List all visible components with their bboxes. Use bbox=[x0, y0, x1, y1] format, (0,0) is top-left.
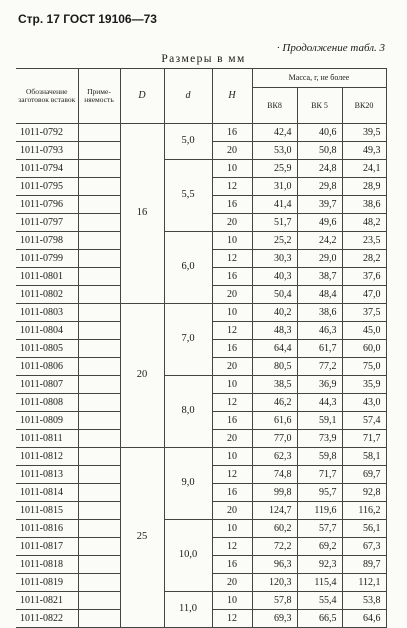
mass-vk8-cell: 74,8 bbox=[252, 466, 297, 484]
designation-cell: 1011-0811 bbox=[16, 430, 78, 448]
application-cell bbox=[78, 250, 120, 268]
header-H: H bbox=[212, 69, 252, 124]
header-grade-vk20: ВК20 bbox=[342, 88, 386, 124]
application-cell bbox=[78, 340, 120, 358]
mass-vk8-cell: 50,4 bbox=[252, 286, 297, 304]
designation-cell: 1011-0822 bbox=[16, 610, 78, 628]
mass-vk5-cell: 46,3 bbox=[297, 322, 342, 340]
designation-cell: 1011-0795 bbox=[16, 178, 78, 196]
H-cell: 12 bbox=[212, 394, 252, 412]
mass-vk5-cell: 61,7 bbox=[297, 340, 342, 358]
mass-vk5-cell: 38,6 bbox=[297, 304, 342, 322]
mass-vk20-cell: 71,7 bbox=[342, 430, 386, 448]
H-cell: 20 bbox=[212, 358, 252, 376]
mass-vk5-cell: 55,4 bbox=[297, 592, 342, 610]
mass-vk8-cell: 31,0 bbox=[252, 178, 297, 196]
H-cell: 16 bbox=[212, 340, 252, 358]
table-row bbox=[16, 592, 386, 610]
application-cell bbox=[78, 592, 120, 610]
mass-vk5-cell: 119,6 bbox=[297, 502, 342, 520]
d-group-cell: 7,0 bbox=[164, 304, 212, 376]
designation-cell: 1011-0796 bbox=[16, 196, 78, 214]
H-cell: 10 bbox=[212, 592, 252, 610]
mass-vk8-cell: 53,0 bbox=[252, 142, 297, 160]
mass-vk5-cell: 48,4 bbox=[297, 286, 342, 304]
mass-vk8-cell: 62,3 bbox=[252, 448, 297, 466]
application-cell bbox=[78, 556, 120, 574]
header-application: Приме- няемость bbox=[78, 69, 120, 124]
H-cell: 20 bbox=[212, 430, 252, 448]
H-cell: 16 bbox=[212, 412, 252, 430]
application-cell bbox=[78, 178, 120, 196]
mass-vk8-cell: 120,3 bbox=[252, 574, 297, 592]
mass-vk8-cell: 48,3 bbox=[252, 322, 297, 340]
application-cell bbox=[78, 394, 120, 412]
application-cell bbox=[78, 520, 120, 538]
designation-cell: 1011-0818 bbox=[16, 556, 78, 574]
application-cell bbox=[78, 268, 120, 286]
H-cell: 16 bbox=[212, 484, 252, 502]
mass-vk8-cell: 41,4 bbox=[252, 196, 297, 214]
D-group-cell: 16 bbox=[120, 124, 164, 304]
mass-vk5-cell: 29,0 bbox=[297, 250, 342, 268]
designation-cell: 1011-0799 bbox=[16, 250, 78, 268]
designation-cell: 1011-0808 bbox=[16, 394, 78, 412]
mass-vk5-cell: 40,6 bbox=[297, 124, 342, 142]
mass-vk5-cell: 69,2 bbox=[297, 538, 342, 556]
table-row bbox=[16, 448, 386, 466]
mass-vk5-cell: 77,2 bbox=[297, 358, 342, 376]
designation-cell: 1011-0813 bbox=[16, 466, 78, 484]
designation-cell: 1011-0807 bbox=[16, 376, 78, 394]
mass-vk20-cell: 60,0 bbox=[342, 340, 386, 358]
mass-vk5-cell: 38,7 bbox=[297, 268, 342, 286]
application-cell bbox=[78, 484, 120, 502]
application-cell bbox=[78, 610, 120, 628]
designation-cell: 1011-0815 bbox=[16, 502, 78, 520]
application-cell bbox=[78, 502, 120, 520]
H-cell: 16 bbox=[212, 196, 252, 214]
mass-vk8-cell: 69,3 bbox=[252, 610, 297, 628]
table-continuation-note: · Продолжение табл. 3 bbox=[276, 42, 385, 54]
application-cell bbox=[78, 358, 120, 376]
mass-vk20-cell: 75,0 bbox=[342, 358, 386, 376]
mass-vk20-cell: 47,0 bbox=[342, 286, 386, 304]
designation-cell: 1011-0819 bbox=[16, 574, 78, 592]
H-cell: 10 bbox=[212, 520, 252, 538]
mass-vk20-cell: 24,1 bbox=[342, 160, 386, 178]
mass-vk5-cell: 71,7 bbox=[297, 466, 342, 484]
table-row bbox=[16, 124, 386, 142]
mass-vk8-cell: 30,3 bbox=[252, 250, 297, 268]
application-cell bbox=[78, 448, 120, 466]
mass-vk20-cell: 35,9 bbox=[342, 376, 386, 394]
mass-vk8-cell: 80,5 bbox=[252, 358, 297, 376]
designation-cell: 1011-0814 bbox=[16, 484, 78, 502]
H-cell: 12 bbox=[212, 250, 252, 268]
designation-cell: 1011-0817 bbox=[16, 538, 78, 556]
mass-vk20-cell: 56,1 bbox=[342, 520, 386, 538]
application-cell bbox=[78, 214, 120, 232]
application-cell bbox=[78, 538, 120, 556]
mass-vk5-cell: 44,3 bbox=[297, 394, 342, 412]
mass-vk20-cell: 49,3 bbox=[342, 142, 386, 160]
mass-vk8-cell: 42,4 bbox=[252, 124, 297, 142]
designation-cell: 1011-0793 bbox=[16, 142, 78, 160]
application-cell bbox=[78, 376, 120, 394]
mass-vk8-cell: 96,3 bbox=[252, 556, 297, 574]
designation-cell: 1011-0792 bbox=[16, 124, 78, 142]
mass-vk5-cell: 50,8 bbox=[297, 142, 342, 160]
mass-vk8-cell: 72,2 bbox=[252, 538, 297, 556]
mass-vk8-cell: 124,7 bbox=[252, 502, 297, 520]
header-d: d bbox=[164, 69, 212, 124]
header-grade-vk8: ВК8 bbox=[252, 88, 297, 124]
mass-vk5-cell: 57,7 bbox=[297, 520, 342, 538]
mass-vk8-cell: 57,8 bbox=[252, 592, 297, 610]
H-cell: 12 bbox=[212, 178, 252, 196]
H-cell: 16 bbox=[212, 268, 252, 286]
H-cell: 12 bbox=[212, 538, 252, 556]
mass-vk8-cell: 25,2 bbox=[252, 232, 297, 250]
mass-vk20-cell: 58,1 bbox=[342, 448, 386, 466]
mass-vk20-cell: 48,2 bbox=[342, 214, 386, 232]
application-cell bbox=[78, 466, 120, 484]
header-grade-vk5: ВК 5 bbox=[297, 88, 342, 124]
designation-cell: 1011-0806 bbox=[16, 358, 78, 376]
mass-vk20-cell: 23,5 bbox=[342, 232, 386, 250]
mass-vk5-cell: 29,8 bbox=[297, 178, 342, 196]
mass-vk5-cell: 73,9 bbox=[297, 430, 342, 448]
application-cell bbox=[78, 142, 120, 160]
application-cell bbox=[78, 412, 120, 430]
mass-vk5-cell: 59,1 bbox=[297, 412, 342, 430]
application-cell bbox=[78, 322, 120, 340]
table-row bbox=[16, 232, 386, 250]
mass-vk20-cell: 53,8 bbox=[342, 592, 386, 610]
table-body bbox=[16, 124, 386, 628]
H-cell: 20 bbox=[212, 214, 252, 232]
mass-vk8-cell: 61,6 bbox=[252, 412, 297, 430]
d-group-cell: 5,0 bbox=[164, 124, 212, 160]
H-cell: 12 bbox=[212, 322, 252, 340]
mass-vk8-cell: 60,2 bbox=[252, 520, 297, 538]
H-cell: 10 bbox=[212, 376, 252, 394]
mass-vk5-cell: 36,9 bbox=[297, 376, 342, 394]
D-group-cell: 25 bbox=[120, 448, 164, 628]
application-cell bbox=[78, 160, 120, 178]
mass-vk5-cell: 24,2 bbox=[297, 232, 342, 250]
mass-vk20-cell: 38,6 bbox=[342, 196, 386, 214]
mass-vk8-cell: 99,8 bbox=[252, 484, 297, 502]
application-cell bbox=[78, 232, 120, 250]
application-cell bbox=[78, 286, 120, 304]
H-cell: 12 bbox=[212, 610, 252, 628]
header-designation: Обозначение заготовок вставок bbox=[16, 69, 78, 124]
H-cell: 16 bbox=[212, 556, 252, 574]
dimensions-caption: Размеры в мм bbox=[161, 53, 246, 65]
H-cell: 10 bbox=[212, 160, 252, 178]
mass-vk20-cell: 64,6 bbox=[342, 610, 386, 628]
H-cell: 10 bbox=[212, 232, 252, 250]
mass-vk8-cell: 46,2 bbox=[252, 394, 297, 412]
H-cell: 20 bbox=[212, 142, 252, 160]
table-row bbox=[16, 520, 386, 538]
designation-cell: 1011-0801 bbox=[16, 268, 78, 286]
designation-cell: 1011-0821 bbox=[16, 592, 78, 610]
header-mass: Масса, г, не более bbox=[252, 69, 386, 88]
mass-vk5-cell: 59,8 bbox=[297, 448, 342, 466]
H-cell: 16 bbox=[212, 124, 252, 142]
mass-vk8-cell: 51,7 bbox=[252, 214, 297, 232]
designation-cell: 1011-0816 bbox=[16, 520, 78, 538]
d-group-cell: 8,0 bbox=[164, 376, 212, 448]
mass-vk20-cell: 112,1 bbox=[342, 574, 386, 592]
application-cell bbox=[78, 196, 120, 214]
mass-vk5-cell: 49,6 bbox=[297, 214, 342, 232]
H-cell: 20 bbox=[212, 286, 252, 304]
table-row bbox=[16, 304, 386, 322]
mass-vk5-cell: 95,7 bbox=[297, 484, 342, 502]
mass-vk5-cell: 66,5 bbox=[297, 610, 342, 628]
application-cell bbox=[78, 304, 120, 322]
mass-vk20-cell: 92,8 bbox=[342, 484, 386, 502]
mass-vk20-cell: 67,3 bbox=[342, 538, 386, 556]
d-group-cell: 5,5 bbox=[164, 160, 212, 232]
application-cell bbox=[78, 574, 120, 592]
table-row bbox=[16, 376, 386, 394]
page-title: Стр. 17 ГОСТ 19106—73 bbox=[18, 12, 157, 26]
designation-cell: 1011-0802 bbox=[16, 286, 78, 304]
mass-vk20-cell: 39,5 bbox=[342, 124, 386, 142]
mass-vk20-cell: 69,7 bbox=[342, 466, 386, 484]
mass-vk20-cell: 43,0 bbox=[342, 394, 386, 412]
mass-vk8-cell: 40,3 bbox=[252, 268, 297, 286]
mass-vk20-cell: 37,5 bbox=[342, 304, 386, 322]
mass-vk20-cell: 57,4 bbox=[342, 412, 386, 430]
mass-vk8-cell: 25,9 bbox=[252, 160, 297, 178]
table-row bbox=[16, 160, 386, 178]
d-group-cell: 6,0 bbox=[164, 232, 212, 304]
mass-vk5-cell: 39,7 bbox=[297, 196, 342, 214]
mass-vk20-cell: 28,9 bbox=[342, 178, 386, 196]
designation-cell: 1011-0804 bbox=[16, 322, 78, 340]
d-group-cell: 10,0 bbox=[164, 520, 212, 592]
mass-vk20-cell: 37,6 bbox=[342, 268, 386, 286]
designation-cell: 1011-0794 bbox=[16, 160, 78, 178]
designation-cell: 1011-0809 bbox=[16, 412, 78, 430]
mass-vk20-cell: 45,0 bbox=[342, 322, 386, 340]
designation-cell: 1011-0812 bbox=[16, 448, 78, 466]
designation-cell: 1011-0797 bbox=[16, 214, 78, 232]
application-cell bbox=[78, 124, 120, 142]
H-cell: 12 bbox=[212, 466, 252, 484]
mass-vk5-cell: 24,8 bbox=[297, 160, 342, 178]
header-D: D bbox=[120, 69, 164, 124]
application-cell bbox=[78, 430, 120, 448]
mass-vk8-cell: 38,5 bbox=[252, 376, 297, 394]
designation-cell: 1011-0798 bbox=[16, 232, 78, 250]
mass-vk5-cell: 115,4 bbox=[297, 574, 342, 592]
mass-vk5-cell: 92,3 bbox=[297, 556, 342, 574]
dimensions-table bbox=[16, 68, 387, 628]
mass-vk8-cell: 64,4 bbox=[252, 340, 297, 358]
H-cell: 10 bbox=[212, 448, 252, 466]
mass-vk20-cell: 28,2 bbox=[342, 250, 386, 268]
D-group-cell: 20 bbox=[120, 304, 164, 448]
designation-cell: 1011-0805 bbox=[16, 340, 78, 358]
d-group-cell: 9,0 bbox=[164, 448, 212, 520]
H-cell: 20 bbox=[212, 574, 252, 592]
mass-vk20-cell: 89,7 bbox=[342, 556, 386, 574]
mass-vk8-cell: 40,2 bbox=[252, 304, 297, 322]
designation-cell: 1011-0803 bbox=[16, 304, 78, 322]
mass-vk8-cell: 77,0 bbox=[252, 430, 297, 448]
d-group-cell: 11,0 bbox=[164, 592, 212, 628]
mass-vk20-cell: 116,2 bbox=[342, 502, 386, 520]
H-cell: 10 bbox=[212, 304, 252, 322]
H-cell: 20 bbox=[212, 502, 252, 520]
